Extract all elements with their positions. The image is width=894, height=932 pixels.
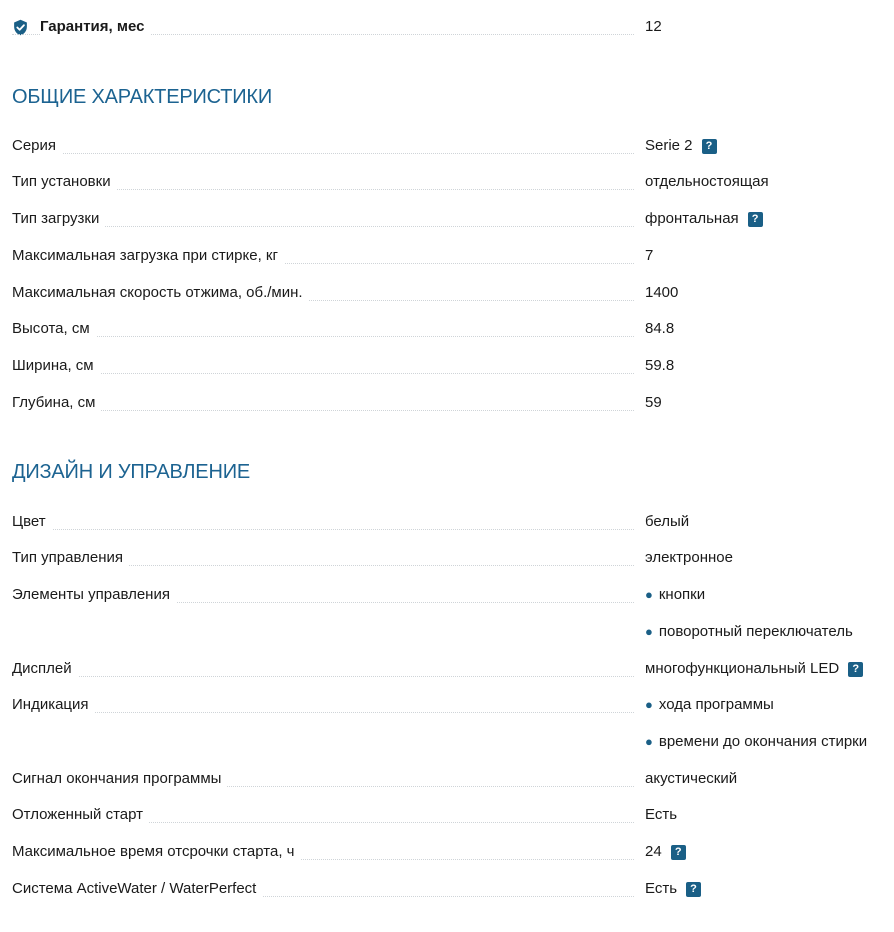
spec-value: 7 [645,247,654,264]
spec-label-wrap [12,547,634,569]
spec-label-wrap [12,694,634,716]
spec-value: фронтальная [645,210,739,227]
spec-row-spin-speed [12,282,894,304]
spec-label-wrap [12,768,634,790]
bullet-dot-icon: ● [645,624,653,639]
spec-value-wrap [645,392,662,414]
spec-label-wrap [12,282,634,304]
spec-value-wrap [645,621,853,643]
spec-value: многофункциональный LED [645,660,840,677]
dotted-leader [12,712,634,713]
question-icon[interactable]: ? [848,662,863,677]
dotted-leader [12,410,634,411]
spec-value: 84.8 [645,320,675,337]
spec-row-indication [12,694,894,716]
spec-label: Высота, см [12,320,96,337]
spec-label: Отложенный старт [12,806,149,823]
spec-value-wrap [645,584,705,606]
spec-label-wrap [12,658,634,680]
spec-value-wrap [645,355,674,377]
spec-label-wrap [12,208,634,230]
spec-label: Тип загрузки [12,210,105,227]
spec-label: Ширина, см [12,357,100,374]
spec-value-wrap [645,768,737,790]
spec-value-wrap [645,208,763,230]
spec-value-wrap [645,171,769,193]
spec-label: Элементы управления [12,586,176,603]
warranty-row [12,16,894,38]
spec-value: 59.8 [645,357,675,374]
spec-row-load-type [12,208,894,230]
spec-row-width [12,355,894,377]
spec-row-controls-cont [12,621,894,643]
spec-row-series [12,135,894,157]
dotted-leader [12,226,634,227]
question-icon[interactable]: ? [748,212,763,227]
dotted-leader [12,676,634,677]
spec-value-wrap [645,731,867,753]
spec-value: 1400 [645,284,679,301]
spec-value: акустический [645,770,738,787]
spec-value-wrap [645,511,689,533]
spec-value-wrap [645,878,701,900]
spec-row-install-type [12,171,894,193]
spec-row-height [12,318,894,340]
dotted-leader [12,373,634,374]
spec-label: Индикация [12,696,95,713]
spec-label: Тип управления [12,549,129,566]
spec-value: Есть [645,880,678,897]
spec-value: электронное [645,549,733,566]
spec-row-delayed-start [12,804,894,826]
dotted-leader [12,336,634,337]
spec-label-wrap [12,135,634,157]
spec-label-wrap [12,171,634,193]
spec-label: Сигнал окончания программы [12,770,227,787]
spec-label: Цвет [12,513,52,530]
warranty-label-wrap [12,16,634,38]
section-title-general: ОБЩИЕ ХАРАКТЕРИСТИКИ [12,86,273,108]
spec-label: Тип установки [12,173,117,190]
spec-row-control-type [12,547,894,569]
spec-label-wrap [12,355,634,377]
spec-label-wrap [12,318,634,340]
spec-value-wrap [645,547,733,569]
warranty-value: 12 [645,18,662,35]
section-title-design: ДИЗАЙН И УПРАВЛЕНИЕ [12,461,251,483]
question-icon[interactable]: ? [702,139,717,154]
spec-value-wrap [645,245,653,267]
dotted-leader [12,153,634,154]
spec-row-delay-max [12,841,894,863]
spec-row-color [12,511,894,533]
spec-value: Есть [645,806,678,823]
spec-value: времени до окончания стирки [658,733,868,750]
bullet-dot-icon: ● [645,587,653,602]
spec-value: белый [645,513,690,530]
spec-label-wrap [12,804,634,826]
question-icon[interactable]: ? [671,845,686,860]
spec-value-wrap [645,658,863,680]
spec-value-wrap [645,804,677,826]
spec-label-wrap [12,392,634,414]
warranty-value-wrap [645,16,662,38]
spec-label: Максимальная скорость отжима, об./мин. [12,284,309,301]
spec-value: хода программы [658,696,774,713]
spec-row-indication-cont [12,731,894,753]
spec-label-wrap [12,511,634,533]
spec-value-wrap [645,318,674,340]
spec-label-wrap [12,841,634,863]
bullet-dot-icon: ● [645,734,653,749]
spec-value: отдельностоящая [645,173,769,190]
spec-value-wrap [645,282,678,304]
spec-label-wrap [12,584,634,606]
spec-label: Максимальная загрузка при стирке, кг [12,247,284,264]
spec-value: Serie 2 [645,137,693,154]
bullet-dot-icon: ● [645,697,653,712]
spec-row-controls [12,584,894,606]
spec-label-wrap [12,245,634,267]
spec-value-wrap [645,135,717,157]
spec-value-wrap [645,841,686,863]
spec-label: Максимальное время отсрочки старта, ч [12,843,300,860]
spec-value: 59 [645,394,662,411]
spec-row-activewater [12,878,894,900]
spec-value: 24 [645,843,662,860]
spec-label: Система ActiveWater / WaterPerfect [12,880,262,897]
spec-label: Глубина, см [12,394,101,411]
spec-label: Дисплей [12,660,78,677]
question-icon[interactable]: ? [686,882,701,897]
warranty-label: Гарантия, мес [40,18,150,35]
dotted-leader [12,529,634,530]
spec-value: поворотный переключатель [658,623,853,640]
spec-row-max-load [12,245,894,267]
spec-label: Серия [12,137,62,154]
spec-value-wrap [645,694,774,716]
spec-label-wrap [12,878,634,900]
spec-row-depth [12,392,894,414]
spec-row-display [12,658,894,680]
spec-value: кнопки [658,586,706,603]
spec-row-end-signal [12,768,894,790]
